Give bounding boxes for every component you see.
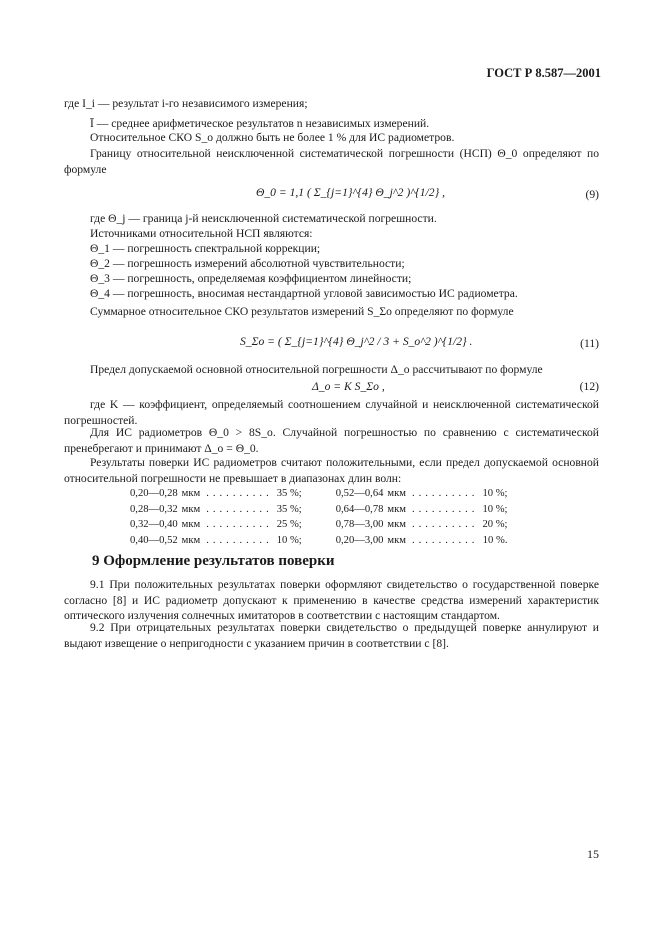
range-cell: 0,78—3,00 (335, 519, 384, 531)
page-number: 15 (587, 847, 599, 861)
source-item-1: Θ_1 — погрешность спектральной коррекции; (90, 242, 321, 255)
equation-9: Θ_0 = 1,1 ( Σ_{j=1}^{4} Θ_j^2 )^{1/2} , (256, 186, 446, 199)
unit-cell: мкм (181, 519, 201, 531)
value-cell: 25 %; (276, 519, 302, 531)
leader-dots: .......... (206, 488, 273, 500)
range-cell: 0,28—0,32 (130, 503, 178, 515)
value-cell: 10 %. (482, 535, 508, 547)
value-cell: 35 %; (276, 503, 302, 515)
equation-9-number: (9) (585, 188, 599, 201)
unit-cell: мкм (387, 503, 406, 515)
equation-11-number: (11) (580, 337, 599, 350)
leader-dots: .......... (411, 488, 479, 500)
sources-intro-1: где Θ_j — граница j-й неисключенной систематической погрешности. (90, 212, 437, 225)
limit-line: Предел допускаемой основной относительной погрешности Δ_o рассчитывают по формуле (90, 363, 543, 376)
value-cell: 10 %; (482, 503, 508, 515)
unit-cell: мкм (181, 535, 201, 547)
leader-dots: .......... (206, 535, 273, 547)
equation-12: Δ_o = K S_Σo , (312, 380, 385, 393)
source-item-4: Θ_4 — погрешность, вносимая нестандартной угловой зависимостью ИС радиометра. (90, 287, 518, 300)
leader-dots: .......... (411, 535, 479, 547)
source-item-2: Θ_2 — погрешность измерений абсолютной чувствительности; (90, 257, 405, 270)
table-row (130, 486, 507, 502)
section-9-paragraph-2: 9.2 При отрицательных результатах поверки свидетельство о предыдущей поверке аннулируют и выдают извещение о непригодности с указанием причин в соответствии с [8]. (64, 621, 599, 650)
section-9-paragraph-1: 9.1 При положительных результатах поверки оформляют свидетельство о государственной поверке согласно [8] и ИС радиометр допускают к применению в качестве средства измерений характеристик оптического излучения солнечных имитаторов в соответствии с настоящим стандартом. (64, 578, 599, 623)
equation-12-number: (12) (579, 380, 599, 393)
table-row (130, 502, 507, 518)
k-paragraph: где K — коэффициент, определяемый соотношением случайной и неисключенной систематической погрешностей. (64, 398, 599, 427)
definition-line-3: Относительное СКО S_o должно быть не более 1 % для ИС радиометров. (90, 131, 455, 144)
leader-dots: .......... (411, 503, 479, 515)
equation-11: S_Σo = ( Σ_{j=1}^{4} Θ_j^2 / 3 + S_o^2 )^{1/2} . (240, 335, 473, 348)
unit-cell: мкм (181, 503, 201, 515)
range-cell: 0,20—3,00 (335, 535, 384, 547)
table-row (130, 533, 507, 549)
leader-dots: .......... (411, 519, 479, 531)
sum-line: Суммарное относительное СКО результатов измерений S_Σo определяют по формуле (90, 305, 514, 318)
unit-cell: мкм (387, 488, 406, 500)
ratio-paragraph: Для ИС радиометров Θ_0 > 8S_o. Случайной погрешностью по сравнению с систематической пренебрегают и принимают Δ_o = Θ_0. (64, 426, 599, 455)
range-cell: 0,64—0,78 (335, 503, 384, 515)
range-cell: 0,20—0,28 (130, 488, 178, 500)
value-cell: 10 %; (482, 488, 508, 500)
wavelength-ranges-table (130, 486, 507, 548)
value-cell: 20 %; (482, 519, 508, 531)
unit-cell: мкм (387, 535, 406, 547)
range-cell: 0,52—0,64 (335, 488, 384, 500)
value-cell: 35 %; (276, 488, 302, 500)
leader-dots: .......... (206, 519, 273, 531)
leader-dots: .......... (206, 503, 273, 515)
table-row (130, 517, 507, 533)
value-cell: 10 %; (276, 535, 302, 547)
document-header: ГОСТ Р 8.587—2001 (486, 66, 601, 80)
results-paragraph: Результаты поверки ИС радиометров считают положительными, если предел допускаемой основной относительной погрешности не превышает в диапазонах длин волн: (64, 456, 599, 485)
range-cell: 0,40—0,52 (130, 535, 178, 547)
definition-line-4: Границу относительной неисключенной систематической погрешности (НСП) Θ_0 определяют по формуле (64, 147, 599, 176)
source-item-3: Θ_3 — погрешность, определяемая коэффициентом линейности; (90, 272, 412, 285)
range-cell: 0,32—0,40 (130, 519, 178, 531)
definition-line-1: где I_i — результат i-го независимого измерения; (64, 97, 308, 110)
definition-line-2: Ī — среднее арифметическое результатов n независимых измерений. (90, 117, 430, 130)
unit-cell: мкм (181, 488, 201, 500)
section-heading: 9 Оформление результатов поверки (92, 553, 335, 569)
unit-cell: мкм (387, 519, 406, 531)
sources-intro-2: Источниками относительной НСП являются: (90, 227, 313, 240)
